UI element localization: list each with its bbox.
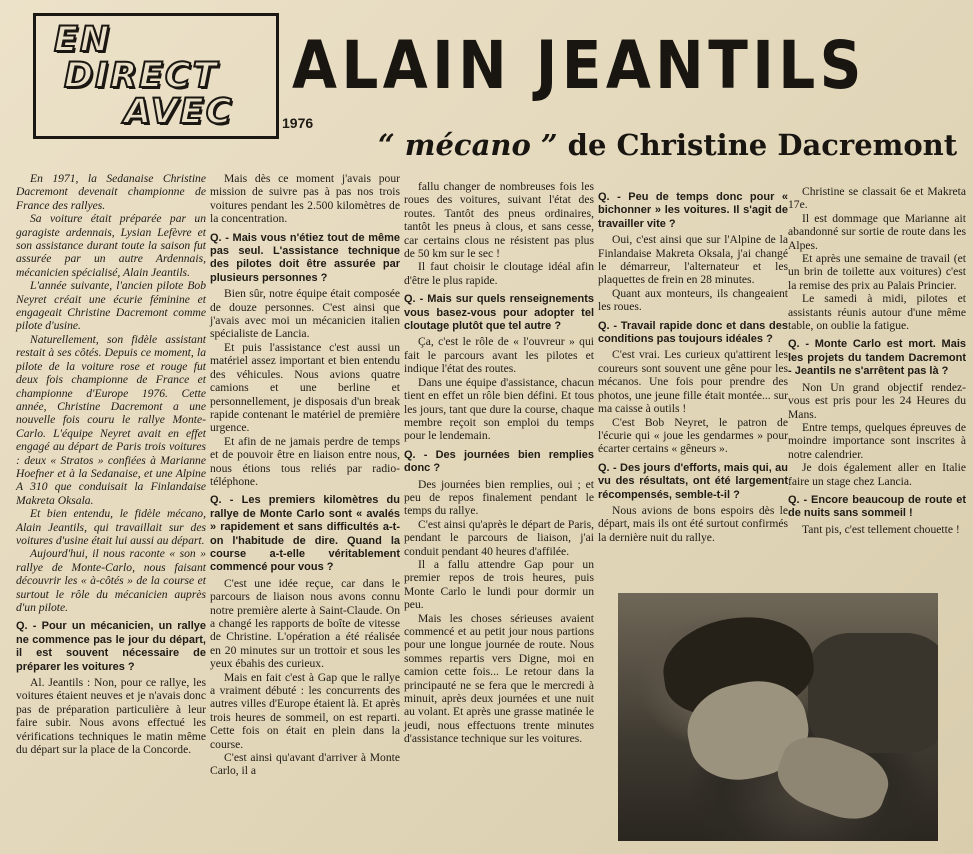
article-column-1 (16, 172, 206, 756)
article-column-5 (788, 185, 966, 536)
question: Q. - Les premiers kilomètres du rallye de Monte Carlo sont « avalés » rapidement et sans difficultés a-t-on l'habitude de dire. Quand la course a-t-elle véritablement commencé pour vous ? (210, 494, 400, 574)
question: Q. - Mais sur quels renseignements vous basez-vous pour adopter tel cloutage plutôt que tel autre ? (404, 293, 594, 333)
answer: Christine se classait 6e et Makreta 17e. (788, 185, 966, 212)
answer: Je dois également aller en Italie faire un stage chez Lancia. (788, 461, 966, 488)
article-column-2 (210, 172, 400, 778)
article-column-4 (598, 185, 788, 544)
box-line-2: DIRECT (64, 56, 219, 96)
answer: C'est une idée reçue, car dans le parcours de liaison nous avons connu notre première alerte à Saint-Claude. On a changé les rapports de boîte de vitesse de Christine. L'opération a été réalisée en 20 minutes sur un trottoir et sous les yeux ébahis des curieux. (210, 576, 400, 671)
question: Q. - Encore beaucoup de route et de nuits sans sommeil ! (788, 493, 966, 520)
question: Q. - Travail rapide donc et dans des conditions pas toujours idéales ? (598, 319, 788, 346)
en-direct-avec-box (33, 13, 279, 139)
box-line-1: EN (54, 20, 112, 60)
question: Q. - Mais vous n'étiez tout de même pas seul. L'assistance technique des pilotes doit être assurée par plusieurs personnes ? (210, 231, 400, 284)
intro-paragraph: Aujourd'hui, il nous raconte « son » rallye de Monte-Carlo, nous faisant découvrir les « à-côtés » de la course et surtout le rôle du mécanicien auprès d'un pilote. (16, 547, 206, 614)
answer: fallu changer de nombreuses fois les roues des voitures, suivant l'état des routes. Tantôt des pneus ordinaires, tantôt les pneus à clous, et sans cesse, car certains clous ne résistent pas plus de 50 km sur le sec ! (404, 180, 594, 261)
answer: Mais les choses sérieuses avaient commencé et au petit jour nous partions pour une longue journée de route. Nous sommes repartis vers Digne, moi en camion cette fois... Le retour dans la principauté ne se fera que le mercredi à minuit, après deux journées et une nuit au volant. Et après une grasse matinée le jeudi, nous effectuons trente minutes d'assistance technique sur les voitures. (404, 611, 594, 746)
intro-paragraph: En 1971, la Sedanaise Christine Dacremont devenait championne de France des rallyes. (16, 172, 206, 212)
answer: Dans une équipe d'assistance, chacun tient en effet un rôle bien défini. Et tous les jours, tant que dure la course, chaque membre reçoit son emploi du temps pour le lendemain. (404, 375, 594, 443)
answer: Et puis l'assistance c'est aussi un matériel assez important et bien entendu des véhicules. Nous avions quatre camions et une berline et personnellement, je disposais d'un break rapide contenant le matériel de première urgence. (210, 340, 400, 435)
intro-paragraph: L'année suivante, l'ancien pilote Bob Neyret créait une écurie féminine et engageait Christine Dacremont comme pilote d'usine. (16, 279, 206, 333)
answer: Et afin de ne jamais perdre de temps et de pouvoir être en liaison entre nous, nous étions tous reliés par radio-téléphone. (210, 434, 400, 488)
question: Q. - Monte Carlo est mort. Mais les projets du tandem Dacremont - Jeantils ne s'arrêtent pas là ? (788, 338, 966, 378)
answer: Nous avions de bons espoirs dès le départ, mais ils ont été surtout confirmés la dernière nuit du rallye. (598, 503, 788, 544)
photo-shape (808, 633, 938, 753)
question: Q. - Peu de temps donc pour « bichonner » les voitures. Il s'agit de travailler vite ? (598, 191, 788, 230)
answer: Mais dès ce moment j'avais pour mission de suivre pas à pas nos trois voitures pendant les 2.500 kilomètres de la concentration. (210, 172, 400, 226)
question: Q. - Des jours d'efforts, mais qui, au vu des résultats, ont été largement récompensés, semble-t-il ? (598, 461, 788, 501)
answer: C'est ainsi qu'après le départ de Paris, pendant le parcours de liaison, j'ai conduit pendant 40 heures d'affilée. (404, 517, 594, 558)
answer: Mais en fait c'est à Gap que le rallye a vraiment débuté : les concurrents des autres villes d'Europe étaient là. Et après trois heures de sommeil, on est reparti. Cette fois on était en plein dans la course. (210, 670, 400, 751)
intro-paragraph: Naturellement, son fidèle assistant restait à ses côtés. Depuis ce moment, la pilote de la voiture rose et rouge fut deux fois championne de France et championne d'Europe 1976. Cette année, Christine Dacremont a une nouvelle fois couru le rallye Monte-Carlo. L'équipe Neyret avait en effet engagé au départ de Paris trois voitures : deux « Stratos » confiées à Marianne Hoefner et à la Sedanaise, et une Alpine A 310 que conduisait la Finlandaise Makreta Oksala. (16, 332, 206, 507)
subhead-rest: de Christine Dacremont (557, 128, 958, 162)
question: Q. - Des journées bien remplies donc ? (404, 448, 594, 475)
box-line-3: AVEC (124, 92, 234, 132)
question: Q. - Pour un mécanicien, un rallye ne commence pas le jour du départ, il est souvent nécessaire de préparer les voitures ? (16, 620, 206, 673)
answer: Il faut choisir le cloutage idéal afin d'être le plus rapide. (404, 260, 594, 287)
answer: Le samedi à midi, pilotes et assistants réunis autour d'une même table, on oublie la fatigue. (788, 292, 966, 333)
answer: C'est vrai. Les curieux qu'attirent les coureurs sont souvent une gêne pour les mécanos. Une fois pour prendre des photos, une jeune fille était montée... sur ma caisse à outils ! (598, 348, 788, 416)
headline: ALAIN JEANTILS (292, 27, 866, 104)
answer: Des journées bien remplies, oui ; et peu de repos finalement pendant le temps du rallye. (404, 477, 594, 518)
mechanic-photo (618, 593, 938, 841)
answer: Ça, c'est le rôle de « l'ouvreur » qui fait le parcours avant les pilotes et indique l'état des routes. (404, 335, 594, 376)
answer: C'est ainsi qu'avant d'arriver à Monte Carlo, il a (210, 751, 400, 778)
article-column-3 (404, 180, 594, 746)
answer: Tant pis, c'est tellement chouette ! (802, 522, 960, 536)
subheadline (378, 120, 968, 170)
answer: Et après une semaine de travail (et un brin de toilette aux voitures) c'est la remise des prix au Palais Princier. (788, 252, 966, 292)
subhead-quoted: “ mécano ” (378, 128, 558, 162)
answer: Bien sûr, notre équipe était composée de douze personnes. C'est ainsi que j'avais avec moi un mécanicien italien spécialiste de Lancia. (210, 287, 400, 341)
year-label: 1976 (282, 115, 314, 131)
answer: Entre temps, quelques épreuves de moindre importance sont inscrites à notre calendrier. (788, 420, 966, 461)
answer: Quant aux monteurs, ils changeaient les roues. (598, 286, 788, 314)
answer: Al. Jeantils : Non, pour ce rallye, les voitures étaient neuves et je n'avais donc pas de préparation particulière à leur faire subir. Nous avons effectué les vérifications techniques le matin même du départ sur la place de la Concorde. (16, 676, 206, 757)
intro-paragraph: Sa voiture était préparée par un garagiste ardennais, Lysian Lefèvre et son assistance durant toute la saison fut assurée par un autre Ardennais, mécanicien spécialisé, Alain Jeantils. (16, 212, 206, 279)
answer: Non Un grand objectif rendez-vous est pris pour les 24 Heures du Mans. (788, 380, 966, 421)
answer: Il est dommage que Marianne ait abandonné sur sortie de route dans les Alpes. (788, 211, 966, 252)
answer: Il a fallu attendre Gap pour un premier repos de trois heures, puis Monte Carlo le lundi pour dormir un peu. (404, 557, 594, 612)
intro-paragraph: Et bien entendu, le fidèle mécano, Alain Jeantils, qui travaillait sur des voitures d'usine était lui aussi au départ. (16, 507, 206, 547)
answer: C'est Bob Neyret, le patron de l'écurie qui « joue les gendarmes » pour écarter certains « gêneurs ». (598, 415, 788, 456)
answer: Oui, c'est ainsi que sur l'Alpine de la Finlandaise Makreta Oksala, j'ai changé le démarreur, l'alternateur et les plaquettes de frein en 28 minutes. (598, 233, 788, 287)
